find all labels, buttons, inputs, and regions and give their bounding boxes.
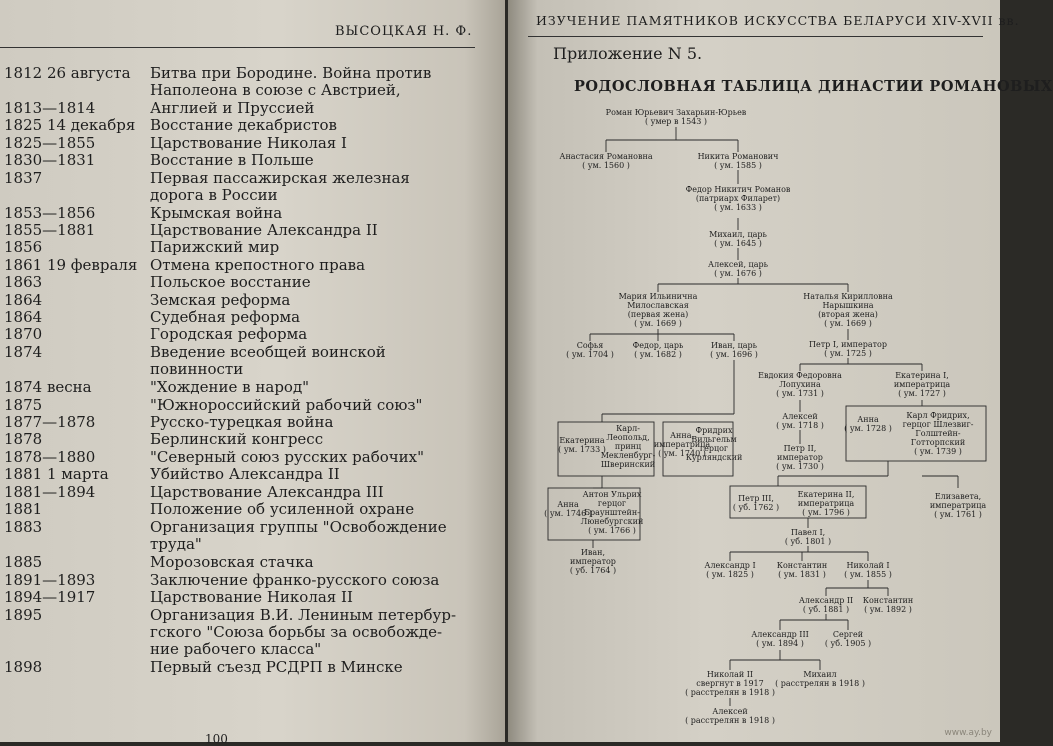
- row-date: 1837: [4, 169, 43, 187]
- node-karl-friedrich: Карл Фридрих, герцог Шлезвиг- Голштейн- Готторпский ( ум. 1739 ): [902, 411, 974, 456]
- row-date: 1853—1856: [4, 204, 96, 222]
- node-mikhail: Михаил, царь ( ум. 1645 ): [709, 230, 767, 248]
- row-event: Парижский мир: [150, 238, 280, 256]
- node-nikita: Никита Романович ( ум. 1585 ): [697, 152, 779, 170]
- watermark: www.ay.by: [944, 728, 992, 738]
- node-peter-iii: Петр III, ( уб. 1762 ): [732, 494, 780, 512]
- node-peter-i: Петр I, император ( ум. 1725 ): [809, 340, 887, 358]
- row-date: 1874 весна: [4, 378, 92, 396]
- row-date: 1874: [4, 343, 43, 361]
- node-mikhail-aleksandrovich: Михаил ( расстрелян в 1918 ): [775, 670, 865, 688]
- appendix-label: Приложение N 5.: [553, 44, 703, 63]
- node-konstantin-pavlovich: Константин ( ум. 1831 ): [776, 561, 828, 579]
- node-nikolai-ii: Николай II свергнут в 1917 ( расстрелян в 1918 ): [685, 670, 775, 697]
- row-event: Убийство Александра II: [150, 465, 340, 483]
- node-karl-leopold: Карл- Леопольд, принц Мекленбург- Шверинский: [600, 424, 656, 469]
- node-maria-miloslavskaya: Мария Ильинична Милославская (первая жена) ( ум. 1669 ): [618, 292, 698, 328]
- node-anna-empress: Анна, императрица ( ум. 1740 ): [653, 431, 711, 458]
- row-date: 1856: [4, 238, 43, 256]
- row-event: Царствование Николая I: [150, 134, 347, 152]
- row-date: 1875: [4, 396, 43, 414]
- row-event: "Южнороссийский рабочий союз": [150, 396, 423, 414]
- node-ivan-tsar: Иван, царь ( ум. 1696 ): [710, 341, 758, 359]
- row-event: Царствование Николая II: [150, 588, 353, 606]
- row-date: 1813—1814: [4, 99, 96, 117]
- row-date: 1855—1881: [4, 221, 96, 239]
- row-event: Царствование Александра II: [150, 221, 378, 239]
- node-aleksey: Алексей, царь ( ум. 1676 ): [708, 260, 768, 278]
- node-ekaterina-i: Екатерина I, императрица ( ум. 1727 ): [893, 371, 951, 398]
- row-event: Судебная реформа: [150, 308, 301, 326]
- row-event: Заключение франко-русского союза: [150, 571, 440, 589]
- right-page: [508, 0, 1053, 742]
- node-fedor-tsar: Федор, царь ( ум. 1682 ): [632, 341, 684, 359]
- row-date: 1877—1878: [4, 413, 96, 431]
- node-ekaterina-ivanovna: Екатерина ( ум. 1733 ): [558, 436, 606, 454]
- row-date: 1885: [4, 553, 43, 571]
- node-konstantin-nikolaevich: Константин ( ум. 1892 ): [862, 596, 914, 614]
- node-fedor-filaret: Федор Никитич Романов (патриарх Филарет) ( ум. 1633 ): [685, 185, 791, 212]
- node-evdokia-lopukhina: Евдокия Федоровна Лопухина ( ум. 1731 ): [758, 371, 842, 398]
- row-event: Восстание декабристов: [150, 116, 337, 134]
- row-event: Земская реформа: [150, 291, 291, 309]
- row-event: Польское восстание: [150, 273, 311, 291]
- row-date: 1891—1893: [4, 571, 96, 589]
- row-event: Восстание в Польше: [150, 151, 314, 169]
- node-natalia-naryshkina: Наталья Кирилловна Нарышкина (вторая жена) ( ум. 1669 ): [803, 292, 893, 328]
- row-event: Битва при Бородине. Война против Наполеона в союзе с Австрией,: [150, 64, 432, 99]
- row-event: Введение всеобщей воинской повинности: [150, 343, 386, 378]
- node-alexander-ii: Александр II ( уб. 1881 ): [798, 596, 854, 614]
- node-anton-ulrich: Антон Ульрих герцог Браунштейн- Люнебургский ( ум. 1766 ): [580, 490, 644, 535]
- row-event: Первый съезд РСДРП в Минске: [150, 658, 403, 676]
- node-anna-petrovna: Анна ( ум. 1728 ): [844, 415, 892, 433]
- page-number: 100: [205, 732, 228, 746]
- node-peter-ii: Петр II, император ( ум. 1730 ): [776, 444, 824, 471]
- row-event: Организация группы "Освобождение труда": [150, 518, 447, 553]
- row-date: 1881: [4, 500, 43, 518]
- row-date: 1825 14 декабря: [4, 116, 136, 134]
- node-friedrich-wilhelm: Фридрих Вильгельм герцог Курляндский: [685, 426, 743, 462]
- genealogy-title: РОДОСЛОВНАЯ ТАБЛИЦА ДИНАСТИИ РОМАНОВЫХ: [574, 78, 1053, 95]
- node-aleksey-petrovich: Алексей ( ум. 1718 ): [776, 412, 824, 430]
- row-date: 1895: [4, 606, 43, 624]
- row-event: Первая пассажирская железная дорога в России: [150, 169, 410, 204]
- row-date: 1881 1 марта: [4, 465, 109, 483]
- node-nikolai-i: Николай I ( ум. 1855 ): [844, 561, 892, 579]
- row-event: "Северный союз русских рабочих": [150, 448, 425, 466]
- row-event: Англией и Пруссией: [150, 99, 315, 117]
- node-roman-zakharin: Роман Юрьевич Захарьин-Юрьев ( умер в 1543 ): [605, 108, 747, 126]
- row-date: 1894—1917: [4, 588, 96, 606]
- left-running-header: ВЫСОЦКАЯ Н. Ф.: [335, 24, 473, 39]
- node-alexander-iii: Александр III ( ум. 1894 ): [751, 630, 809, 648]
- row-event: Городская реформа: [150, 325, 308, 343]
- row-event: Положение об усиленной охране: [150, 500, 415, 518]
- row-date: 1898: [4, 658, 43, 676]
- row-date: 1812 26 августа: [4, 64, 131, 82]
- node-ekaterina-ii: Екатерина II, императрица ( ум. 1796 ): [797, 490, 855, 517]
- node-alexander-i: Александр I ( ум. 1825 ): [704, 561, 756, 579]
- row-date: 1881—1894: [4, 483, 96, 501]
- row-date: 1864: [4, 308, 43, 326]
- row-event: Отмена крепостного права: [150, 256, 366, 274]
- row-event: Берлинский конгресс: [150, 430, 324, 448]
- right-running-header: ИЗУЧЕНИЕ ПАМЯТНИКОВ ИСКУССТВА БЕЛАРУСИ XIV-XVII вв.: [536, 13, 1020, 28]
- row-date: 1883: [4, 518, 43, 536]
- row-date: 1878—1880: [4, 448, 96, 466]
- row-date: 1830—1831: [4, 151, 96, 169]
- left-header-rule: [0, 47, 475, 48]
- row-event: Царствование Александра III: [150, 483, 384, 501]
- row-event: Крымская война: [150, 204, 283, 222]
- node-aleksey-nikolaevich: Алексей ( расстрелян в 1918 ): [685, 707, 775, 725]
- row-date: 1861 19 февраля: [4, 256, 138, 274]
- row-event: Организация В.И. Лениным петербур- гского "Союза борьбы за освобожде- ние рабочего класса": [150, 606, 457, 658]
- node-sergey: Сергей ( уб. 1905 ): [824, 630, 872, 648]
- row-date: 1870: [4, 325, 43, 343]
- row-date: 1863: [4, 273, 43, 291]
- row-date: 1864: [4, 291, 43, 309]
- node-elizaveta: Елизавета, императрица ( ум. 1761 ): [929, 492, 987, 519]
- node-ivan-vi: Иван, император ( уб. 1764 ): [569, 548, 617, 575]
- row-date: 1878: [4, 430, 43, 448]
- left-page: [0, 0, 505, 746]
- row-event: Морозовская стачка: [150, 553, 314, 571]
- node-sofya: Софья ( ум. 1704 ): [566, 341, 614, 359]
- node-anastasia: Анастасия Романовна ( ум. 1560 ): [559, 152, 653, 170]
- node-pavel-i: Павел I, ( уб. 1801 ): [784, 528, 832, 546]
- row-event: Русско-турецкая война: [150, 413, 334, 431]
- node-anna-leopoldovna: Анна ( ум. 1746 ): [544, 500, 592, 518]
- row-event: "Хождение в народ": [150, 378, 310, 396]
- row-date: 1825—1855: [4, 134, 96, 152]
